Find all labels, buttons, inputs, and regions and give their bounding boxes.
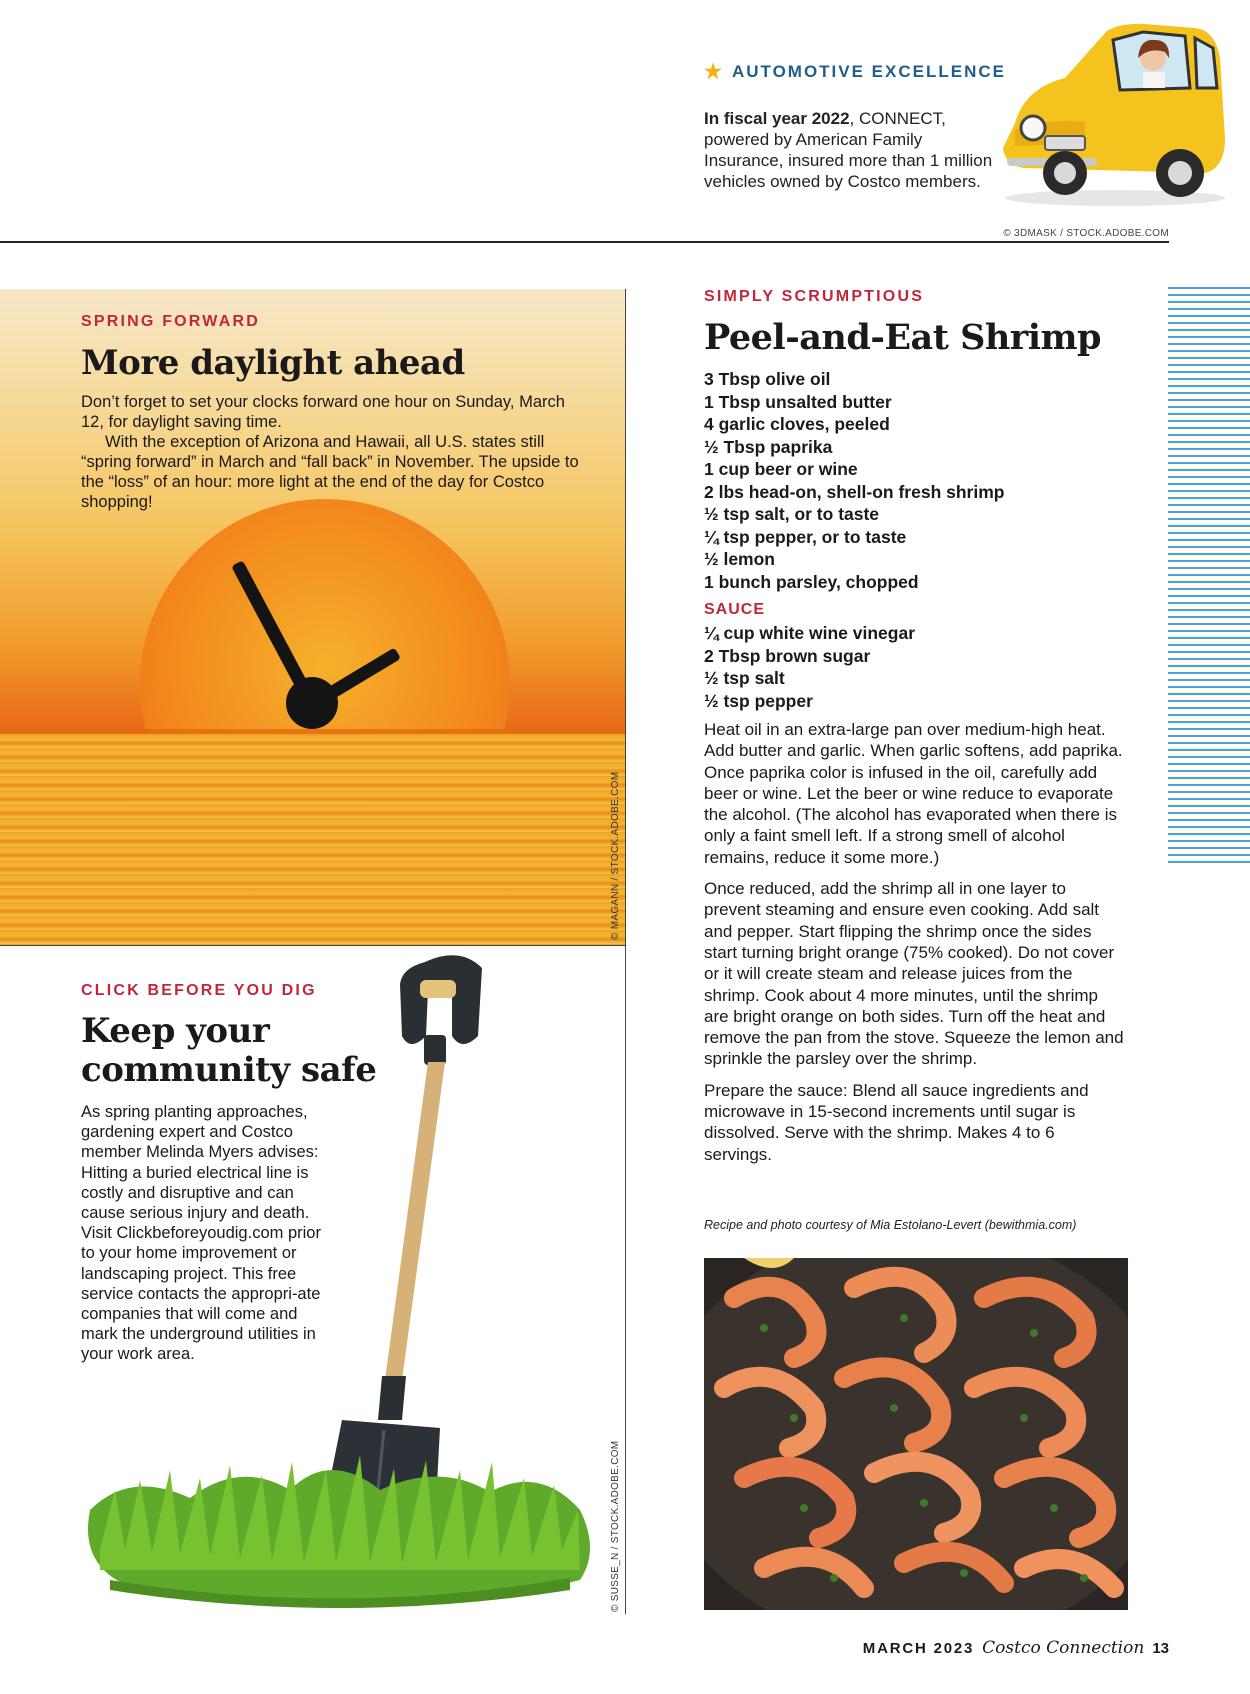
shrimp-pan-photo [704, 1258, 1128, 1610]
sea-shape [0, 734, 626, 945]
automotive-kicker [704, 62, 1006, 82]
sauce-label: SAUCE [704, 601, 766, 618]
ingredient-item: ½ Tbsp paprika [704, 436, 833, 457]
sauce-item: ½ tsp salt [704, 668, 785, 688]
decorative-stripes [1168, 287, 1250, 868]
spring-kicker: SPRING FORWARD [81, 313, 260, 330]
left-panel-border [625, 289, 626, 1614]
footer-magazine: Costco Connection [982, 1638, 1145, 1658]
ingredient-item: ½ lemon [704, 549, 775, 569]
automotive-body [704, 108, 1004, 192]
ingredient-item: 1 bunch parsley, chopped [704, 571, 919, 592]
footer-month: MARCH 2023 [862, 1640, 975, 1657]
automotive-kicker-text: AUTOMOTIVE EXCELLENCE [731, 62, 1006, 81]
recipe-title: Peel-and-Eat Shrimp [704, 317, 1102, 358]
sauce-item: 2 Tbsp brown sugar [704, 645, 871, 666]
spring-photo-credit: © MAGANN / STOCK.ADOBE.COM [610, 771, 621, 940]
clock-center [286, 677, 338, 729]
dig-body: As spring planting approaches, gardening expert and Costco member Melinda Myers advises: Hitting a buried electrical line is costly and disruptive and can cause serious injury and death. Visit Clickbeforeyoudig.com prior to your home improvement or landscaping project. This free service contacts the appropri-ate companies that will come and mark the underground utilities in your work area. [81, 1103, 321, 1364]
recipe-kicker: SIMPLY SCRUMPTIOUS [704, 288, 925, 305]
star-icon: ★ [704, 61, 724, 83]
spring-body [81, 392, 581, 512]
spring-paragraph: Don’t forget to set your clocks forward one hour on Sunday, March 12, for daylight saving time. [81, 393, 565, 431]
dig-headline-line: community safe [81, 1050, 377, 1090]
page-footer [863, 1638, 1169, 1658]
ingredient-item: 1 Tbsp unsalted butter [704, 391, 892, 412]
dig-divider [0, 945, 626, 946]
dig-kicker: CLICK BEFORE YOU DIG [81, 982, 317, 999]
automotive-body-bold: In fiscal year 2022 [704, 109, 850, 128]
spring-paragraph: With the exception of Arizona and Hawaii, all U.S. states still “spring forward” in March and “fall back” in November. The upside to the “loss” of an hour: more light at the end of the day for Costco shopping! [81, 433, 579, 511]
recipe-credit: Recipe and photo courtesy of Mia Estolano-Levert (bewithmia.com) [704, 1218, 1077, 1232]
recipe-step: Once reduced, add the shrimp all in one layer to prevent steaming and ensure even cooking. Add salt and pepper. Start flipping the shrimp once the sides start turning bright orange (75% cooked). Do not cover or it will create steam and release juices from the shrimp. Cook about 4 more minutes, until the shrimp are bright orange on both sides. Turn off the heat and remove the pan from the stove. Squeeze the lemon and sprinkle the parsley over the shrimp. [704, 879, 1124, 1069]
spring-headline: More daylight ahead [81, 343, 465, 383]
sunset-photo [0, 289, 626, 945]
ingredient-item: 2 lbs head-on, shell-on fresh shrimp [704, 481, 1005, 502]
sauce-list [704, 622, 915, 712]
dig-photo-credit: © SUSSE_N / STOCK.ADOBE.COM [610, 1440, 621, 1612]
ingredient-item: ½ tsp salt, or to taste [704, 504, 880, 524]
ingredient-item: ¼ tsp pepper, or to taste [704, 526, 907, 547]
yellow-car-illustration [985, 18, 1235, 208]
ingredient-item: 3 Tbsp olive oil [704, 369, 831, 389]
ingredient-item: 1 cup beer or wine [704, 459, 858, 479]
dig-headline-line: Keep your [81, 1011, 270, 1051]
automotive-body-text: , CONNECT, powered by American Family Insurance, insured more than 1 million vehicles owned by Costco members. [704, 109, 993, 191]
dig-headline [81, 1012, 376, 1090]
page-number: 13 [1152, 1640, 1169, 1657]
recipe-steps [704, 719, 1124, 1175]
ingredient-item: 4 garlic cloves, peeled [704, 414, 890, 434]
top-divider [0, 241, 1169, 243]
recipe-step: Prepare the sauce: Blend all sauce ingredients and microwave in 15-second increments until sugar is dissolved. Serve with the shrimp. Makes 4 to 6 servings. [704, 1080, 1089, 1164]
ingredient-list [704, 368, 1004, 593]
sauce-item: ½ tsp pepper [704, 690, 813, 711]
recipe-step: Heat oil in an extra-large pan over medium-high heat. Add butter and garlic. When garlic softens, add paprika. Once paprika color is infused in the oil, carefully add beer or wine. Let the beer or wine reduce to evaporate the alcohol. (The alcohol has evaporated when there is only a faint smell left. If a strong smell of alcohol remains, reduce it some more.) [704, 720, 1123, 867]
sauce-item: ¼ cup white wine vinegar [704, 623, 916, 643]
automotive-photo-credit: © 3DMASK / STOCK.ADOBE.COM [1003, 228, 1169, 239]
